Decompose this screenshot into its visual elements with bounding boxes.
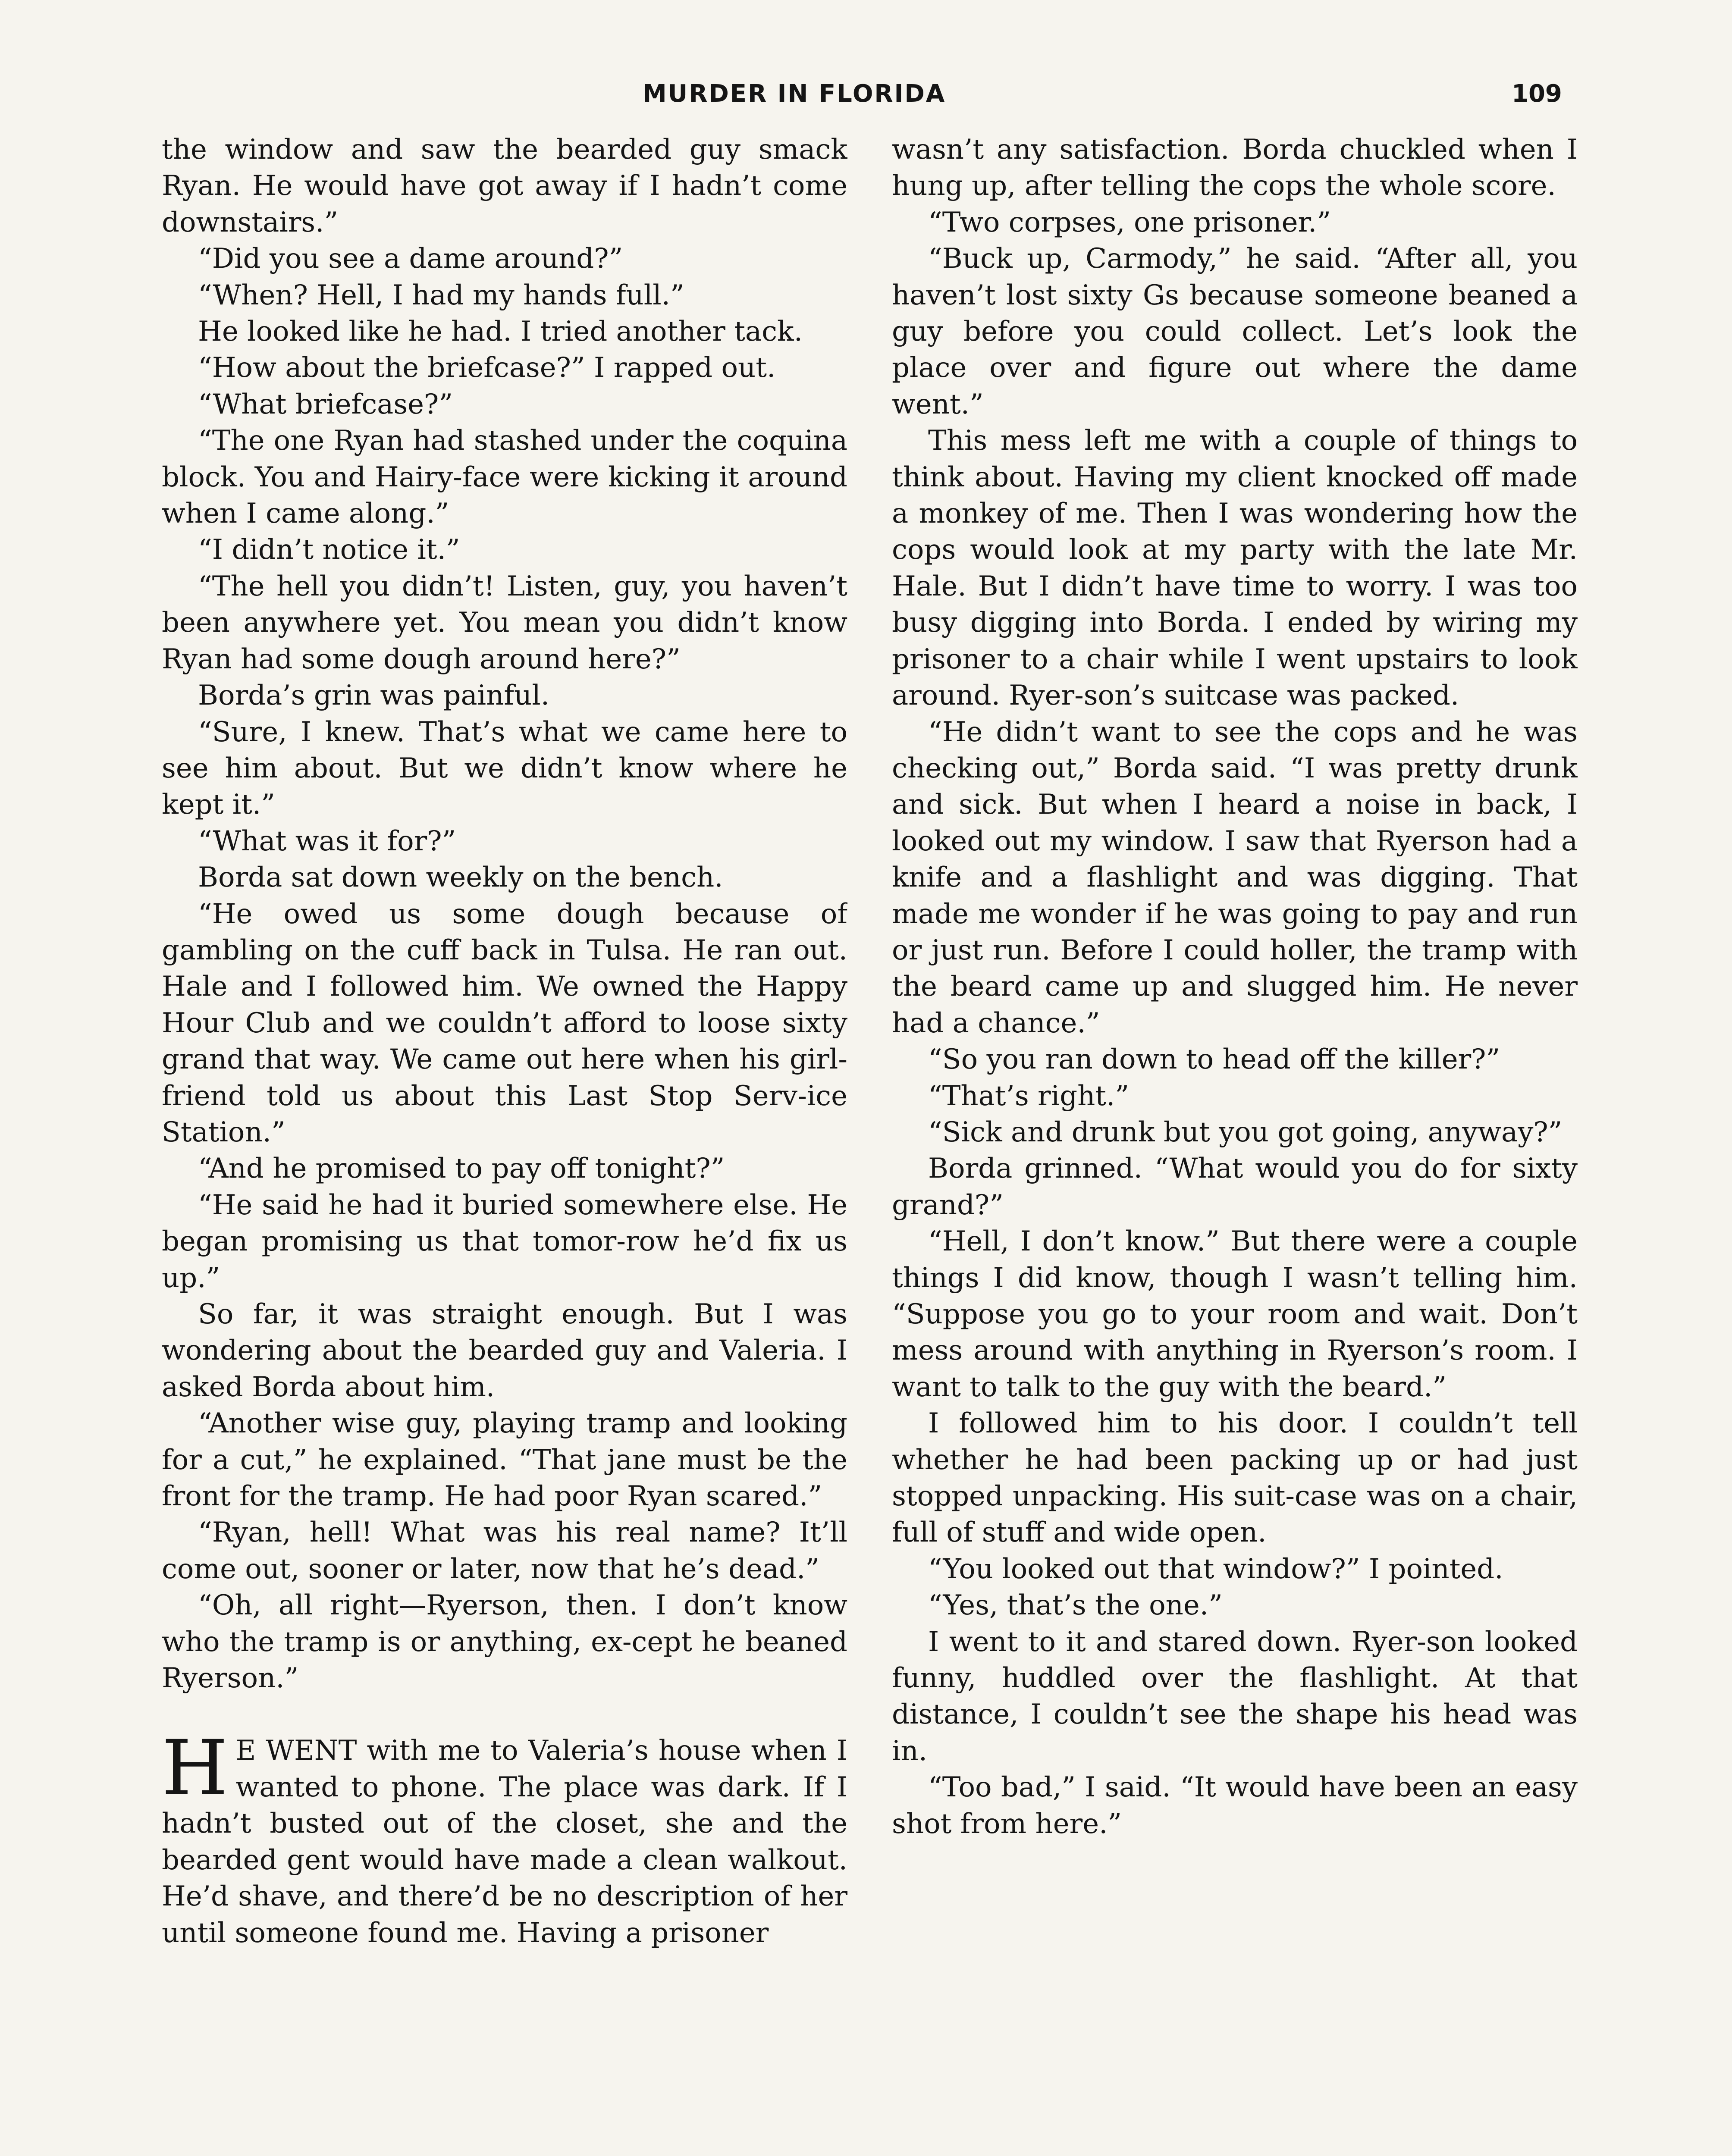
paragraph: “What was it for?” — [198, 825, 456, 857]
page-number: 109 — [1512, 80, 1562, 108]
paragraph: I followed him to his door. I couldn’t tell whether he had been packing up or had just stopped unpacking. His suit-case was on a chair, full of stuff and wide open. — [892, 1407, 1578, 1549]
paragraph: “He owed us some dough because of gambling on the cuff back in Tulsa. He ran out. Hale and I followed him. We owned the Happy Hour Club and we couldn’t afford to loose sixty grand that way. We came out here when his girl-friend told us about this Last Stop Serv-ice Station.” — [162, 898, 847, 1148]
left-text-column — [162, 132, 847, 2156]
paragraph: “So you ran down to head off the killer?” — [928, 1044, 1500, 1076]
dropcap-paragraph-text: E WENT with me to Valeria’s house when I wanted to phone. The place was dark. If I hadn’t busted out of the closet, she and the bearded gent would have made a clean walkout. He’d shave, and there’d be no description of her until someone found me. Having a prisoner — [162, 1735, 847, 1949]
paragraph: “Two corpses, one prisoner.” — [928, 206, 1331, 238]
paragraph: Borda sat down weekly on the bench. — [198, 862, 723, 894]
paragraph: “Buck up, Carmody,” he said. “After all, you haven’t lost sixty Gs because someone beaned a guy before you could collect. Let’s look the place over and figure out where the dame went.” — [892, 243, 1578, 420]
paragraph: “Oh, all right—Ryerson, then. I don’t know who the tramp is or anything, ex-cept he beaned Ryerson.” — [162, 1589, 847, 1695]
paragraph: “And he promised to pay off tonight?” — [198, 1153, 725, 1185]
drop-cap-letter: H — [162, 1724, 228, 1813]
paragraph: “The hell you didn’t! Listen, guy, you haven’t been anywhere yet. You mean you didn’t know Ryan had some dough around here?” — [162, 570, 847, 675]
paragraph: “Too bad,” I said. “It would have been an easy shot from here.” — [892, 1771, 1578, 1840]
paragraph: wasn’t any satisfaction. Borda chuckled when I hung up, after telling the cops the whole score. — [892, 134, 1578, 202]
paragraph: “How about the briefcase?” I rapped out. — [198, 352, 776, 384]
paragraph: So far, it was straight enough. But I was wondering about the bearded guy and Valeria. I asked Borda about him. — [162, 1298, 847, 1403]
paragraph: “What briefcase?” — [198, 388, 453, 420]
paragraph: “When? Hell, I had my hands full.” — [198, 279, 684, 311]
paragraph: “That’s right.” — [928, 1080, 1130, 1112]
paragraph: “He didn’t want to see the cops and he was checking out,” Borda said. “I was pretty drunk and sick. But when I heard a noise in back, I looked out my window. I saw that Ryerson had a knife and a flashlight and was digging. That made me wonder if he was going to pay and run or just run. Before I could holler, the tramp with the beard came up and slugged him. He never had a chance.” — [892, 716, 1578, 1039]
paragraph: Borda grinned. “What would you do for sixty grand?” — [892, 1153, 1578, 1221]
paragraph: Borda’s grin was painful. — [198, 680, 550, 712]
running-header-title: MURDER IN FLORIDA — [643, 80, 946, 108]
paragraph: This mess left me with a couple of things to think about. Having my client knocked off made a monkey of me. Then I was wondering how the cops would look at my party with the late Mr. Hale. But I didn’t have time to worry. I was too busy digging into Borda. I ended by wiring my prisoner to a chair while I went upstairs to look around. Ryer-son’s suitcase was packed. — [892, 425, 1578, 712]
paragraph: “I didn’t notice it.” — [198, 534, 460, 566]
right-text-column — [892, 132, 1578, 2156]
paragraph: “You looked out that window?” I pointed. — [928, 1553, 1503, 1585]
paragraph: “He said he had it buried somewhere else. He began promising us that tomor-row he’d fix us up.” — [162, 1189, 847, 1294]
paragraph: “Did you see a dame around?” — [198, 243, 623, 275]
paragraph: I went to it and stared down. Ryer-son looked funny, huddled over the flashlight. At that distance, I couldn’t see the shape his head was in. — [892, 1626, 1578, 1767]
paragraph: “Hell, I don’t know.” But there were a couple things I did know, though I wasn’t telling him. “Suppose you go to your room and wait. Don’t mess around with anything in Ryerson’s room. I want to talk to the guy with the beard.” — [892, 1225, 1578, 1403]
paragraph: “Ryan, hell! What was his real name? It’ll come out, sooner or later, now that he’s dead.” — [162, 1517, 847, 1585]
paragraph: the window and saw the bearded guy smack Ryan. He would have got away if I hadn’t come downstairs.” — [162, 134, 847, 238]
paragraph: “Yes, that’s the one.” — [928, 1589, 1223, 1622]
paragraph: “Another wise guy, playing tramp and looking for a cut,” he explained. “That jane must be the front for the tramp. He had poor Ryan scared.” — [162, 1407, 847, 1513]
paragraph: “The one Ryan had stashed under the coquina block. You and Hairy-face were kicking it around when I came along.” — [162, 425, 847, 530]
paragraph: He looked like he had. I tried another tack. — [198, 316, 803, 348]
section-break — [162, 1696, 847, 1733]
paragraph: “Sure, I knew. That’s what we came here to see him about. But we didn’t know where he kept it.” — [162, 716, 847, 821]
paragraph: “Sick and drunk but you got going, anyway?” — [928, 1116, 1563, 1148]
dropcap-paragraph — [162, 1724, 847, 1951]
